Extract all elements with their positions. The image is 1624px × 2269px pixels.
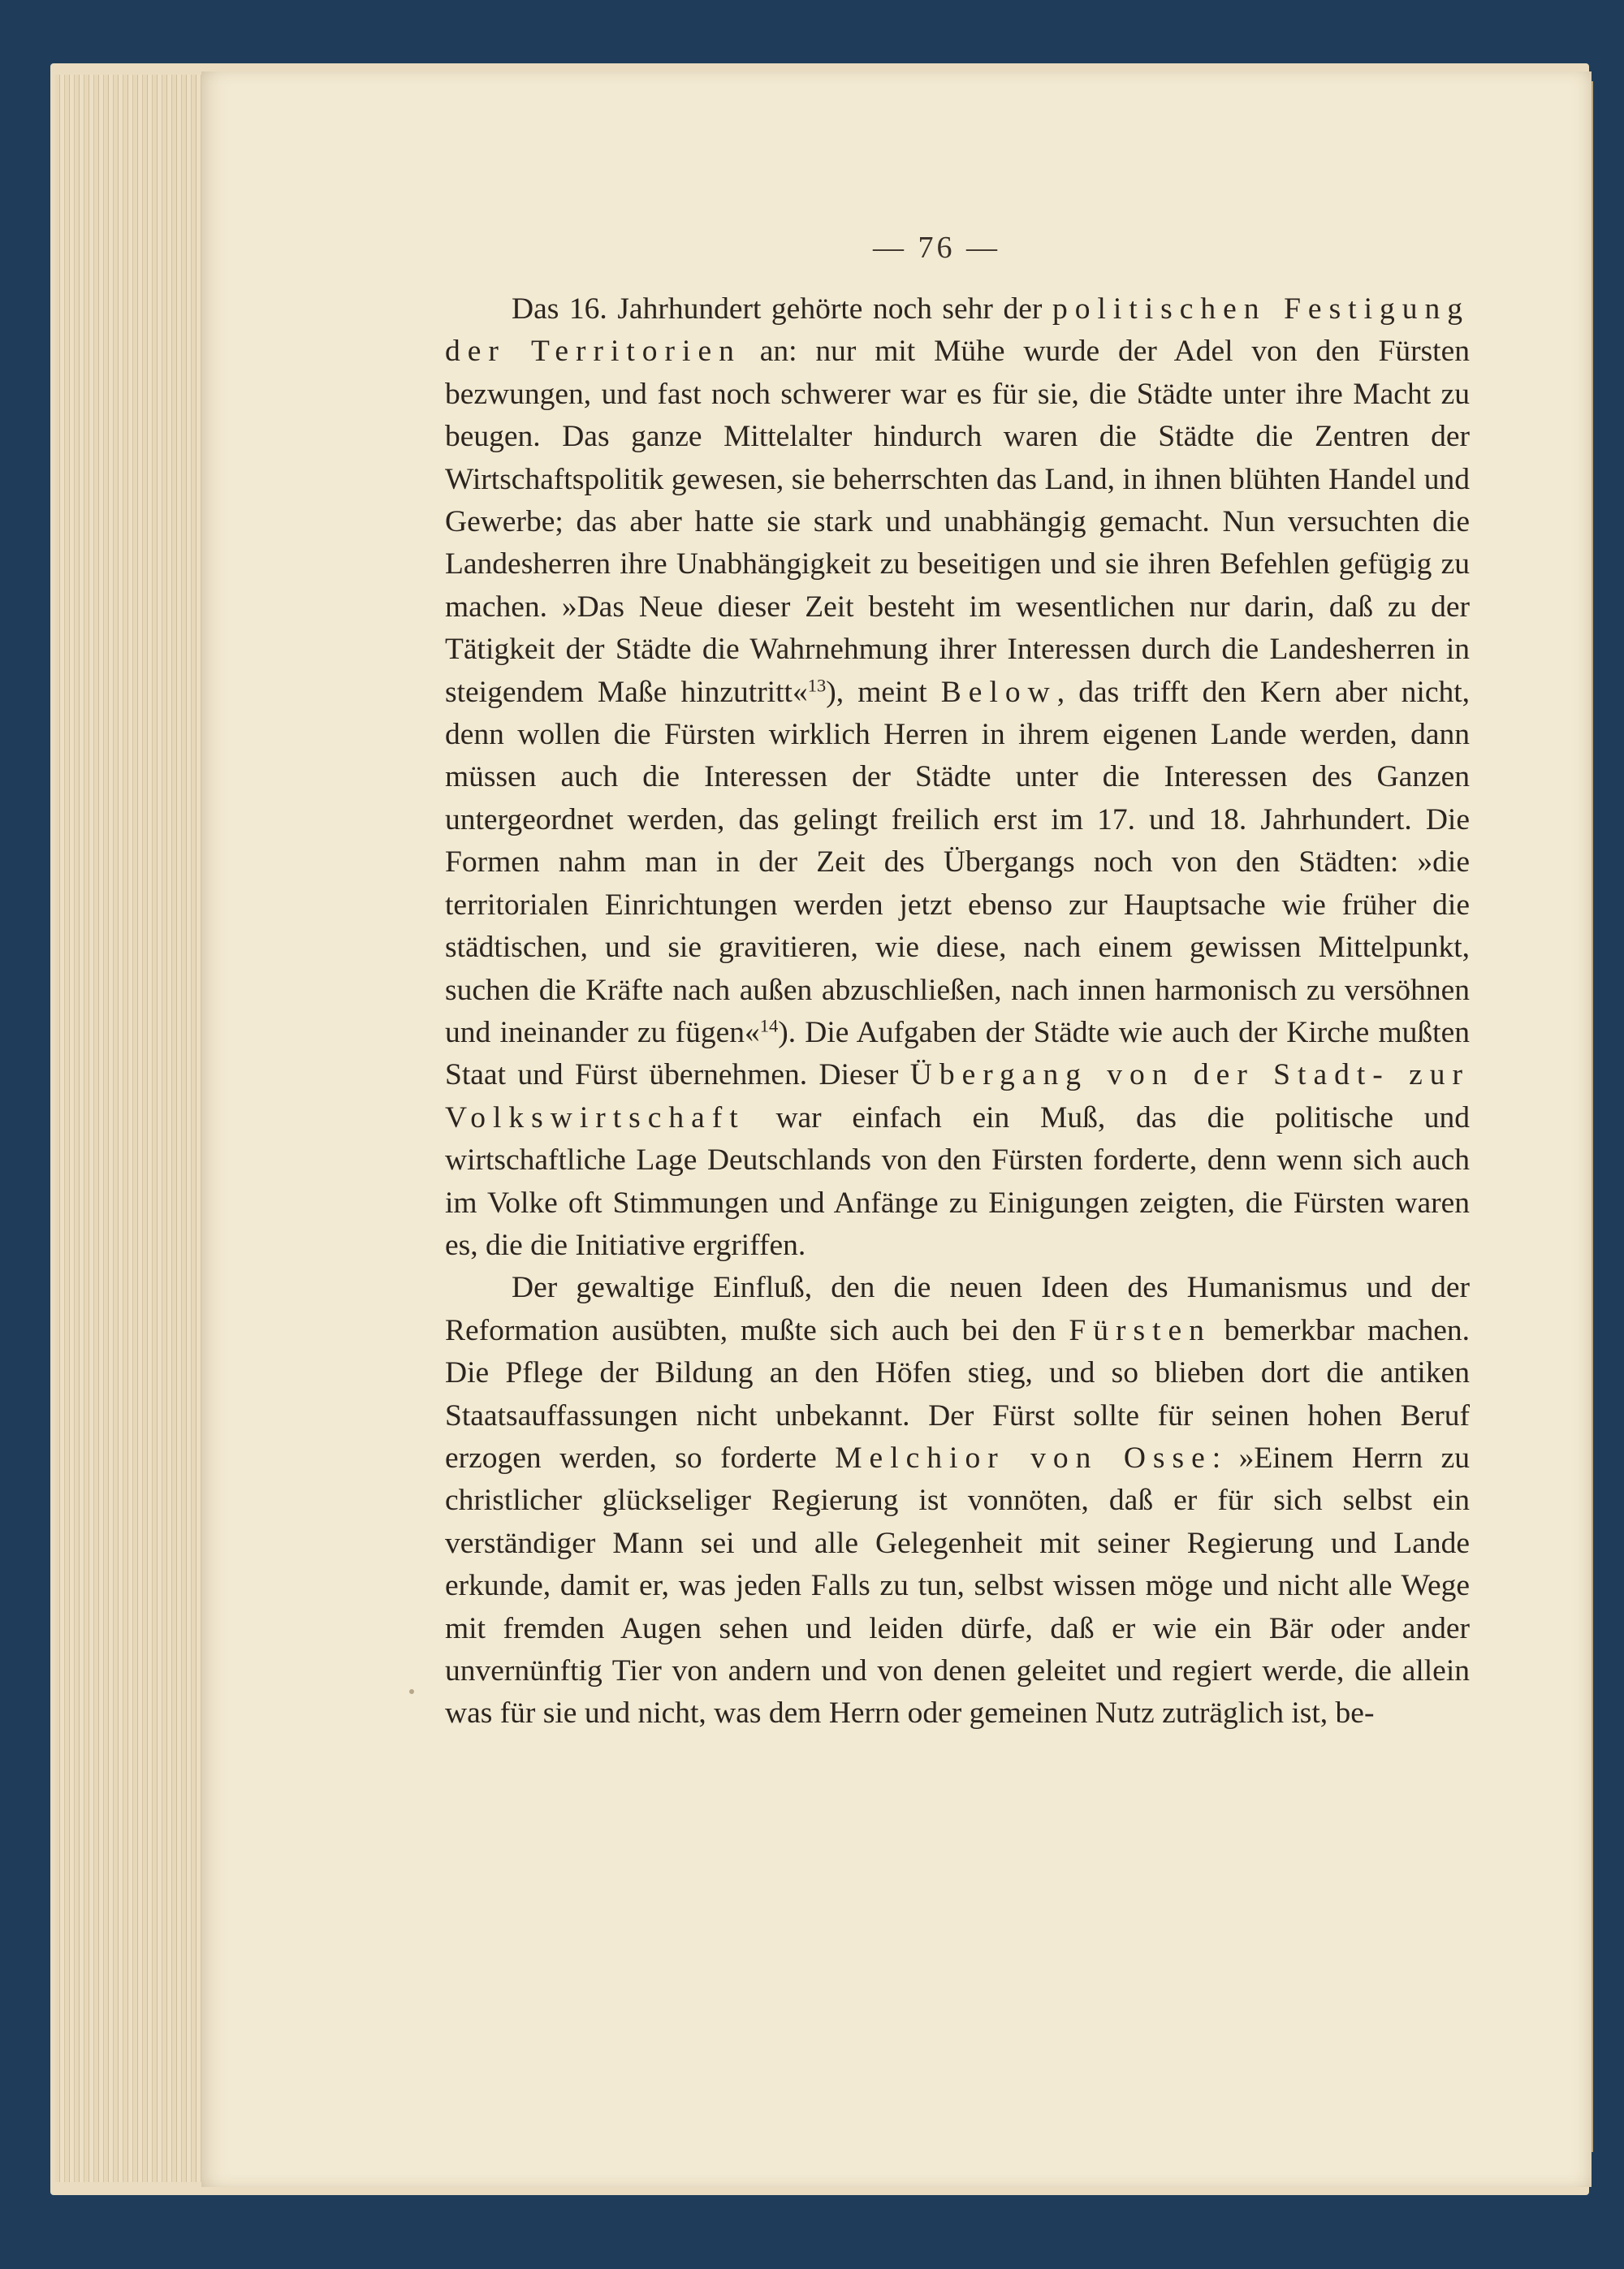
paragraph-1	[445, 288, 1470, 1267]
text-run: war einfach ein Muß, das die politische und wirtschaftliche Lage Deutschlands von den Fürsten forderte, denn wenn sich auch im Volke oft Stimmungen und Anfänge zu Einigungen zeigten, die Fürsten waren es, die die Initiative ergriffen.	[445, 1100, 1470, 1262]
text-run: Das 16. Jahrhundert gehörte noch sehr der	[512, 292, 1052, 326]
spaced-emphasis: politischen Festigung der Territorien	[445, 292, 1470, 369]
spaced-emphasis: Fürsten	[1069, 1313, 1212, 1347]
text-run: bemerkbar machen. Die Pflege der Bildung an den Höfen stieg, und so blieben dort die antiken Staatsauffassungen nicht unbekannt. Der Fürst sollte für seinen hohen Beruf erzogen werden, so forderte	[445, 1313, 1470, 1475]
text-run: : »Einem Herrn zu christlicher glückseliger Regierung ist vonnöten, daß er für sich selbst ein verständiger Mann sei und alle Gelegenheit mit seiner Regierung und Lande erkunde, damit er, was jeden Falls zu tun, selbst wissen möge und nicht alle Wege mit fremden Augen sehen und leiden dürfe, daß er wie ein Bär oder ander unvernünftig Tier von andern und von denen geleitet und regiert werde, die allein was für sie und nicht, was dem Herrn oder gemeinen Nutz zuträglich ist, be-	[445, 1441, 1471, 1731]
spaced-emphasis: Melchior von Osse	[835, 1441, 1212, 1475]
text-run: Der gewaltige Einfluß, den die neuen Ideen des Humanismus und der Reformation ausübten, mußte sich auch bei den	[445, 1271, 1470, 1347]
spaced-emphasis: Below	[940, 675, 1057, 709]
text-run: ). Die Aufgaben der Städte wie auch der Kirche mußten Staat und Fürst übernehmen. Dieser	[445, 1015, 1470, 1092]
text-run: an: nur mit Mühe wurde der Adel von den Fürsten bezwungen, und fast noch schwerer war es für sie, die Städte unter ihre Macht zu beugen. Das ganze Mittelalter hindurch waren die Städte die Zentren der Wirtschaftspolitik gewesen, sie beherrschten das Land, in ihnen blühten Handel und Gewerbe; das aber hatte sie stark und unabhängig gemacht. Nun versuchten die Landesherren ihre Unabhängigkeit zu beseitigen und sie ihren Befehlen gefügig zu machen. »Das Neue dieser Zeit besteht im wesentlichen nur darin, daß zu der Tätigkeit der Städte die Wahrnehmung ihrer Interessen durch die Landesherren in steigendem Maße hinzutritt«	[445, 335, 1470, 709]
footnote-ref: 13	[807, 675, 827, 696]
paragraph-2	[445, 1267, 1470, 1735]
spaced-emphasis: Übergang von der Stadt- zur Volkswirtschaft	[445, 1058, 1471, 1134]
text-run: , das trifft den Kern aber nicht, denn wollen die Fürsten wirklich Herren in ihrem eigenen Lande werden, dann müssen auch die Interessen der Städte unter die Interessen des Ganzen untergeordnet werden, das gelingt freilich erst im 17. und 18. Jahrhundert. Die Formen nahm man in der Zeit des Übergangs noch von den Städten: »die territorialen Einrichtungen werden jetzt ebenso zur Hauptsache wie früher die städtischen, und sie gravitieren, wie diese, nach einem gewissen Mittelpunkt, suchen die Kräfte nach außen abzuschließen, nach innen harmonisch zu versöhnen und ineinander zu fügen«	[445, 675, 1471, 1049]
margin-mark	[409, 1689, 414, 1694]
footnote-ref: 14	[759, 1015, 779, 1036]
text-block	[445, 288, 1470, 1735]
text-run: ), meint	[826, 675, 941, 709]
page-edges	[55, 75, 226, 2182]
page-number: — 76 —	[873, 231, 1000, 265]
